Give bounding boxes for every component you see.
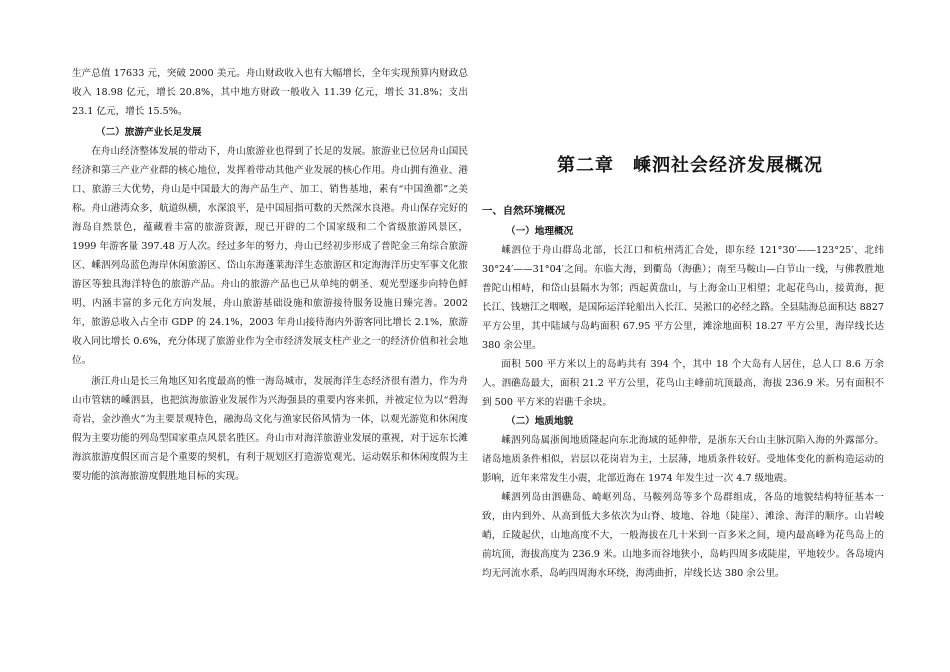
right-column [482,64,884,583]
chapter-title: 第二章 嵊泗社会经济发展概况 [557,155,823,176]
tourism-paragraph-2: 浙江舟山是长三角地区知名度最高的惟一海岛城市，发展海洋生态经济很有潜力，作为舟山市管辖的嵊泗县，也把滨海旅游业发展作为兴海强县的重要内容来抓，并被定位为以“碧海奇岩，金沙渔火”为主要景观特色，融海岛文化与渔家民俗风情为一体，以观光游览和休闲度假为主要功能的列岛型国家重点风景名胜区。舟山市对海洋旅游业发展的重视，对于远东长滩海滨旅游度假区而言是个重要的契机，有利于规划区打造游览观光、运动娱乐和休闲度假为主要功能的滨海旅游度假胜地目标的实现。 [72,376,468,482]
subsection-geology-title: （二）地质地貌 [506,416,574,427]
geology-paragraph-2: 嵊泗列岛由泗礁岛、崎岖列岛、马鞍列岛等多个岛群组成，各岛的地貌结构特征基本一致，由内到外、从高到低大多依次为山脊、坡地、谷地（陡崖）、滩涂、海洋的顺序。山岩峻峭，丘陵起伏，山地高度不大，一般海拔在几十米到一百多米之间，境内最高峰为花鸟岛上的前坑顶，海拔高度为 236.9 米。山地多而谷地狭小，岛屿四周多成陡崖，平地较少。各岛境内均无河流水系，岛屿四周海水环绕，海湾曲折，岸线长达 380 余公里。 [482,492,884,579]
section-natural-environment-title: 一、自然环境概况 [482,205,566,217]
left-column [72,64,468,486]
tourism-paragraph-1: 在舟山经济整体发展的带动下，舟山旅游业也得到了长足的发展。旅游业已位居舟山国民经济和第三产业产业群的核心地位，发挥着带动其他产业发展的核心作用。舟山拥有渔业、港口、旅游三大优势，舟山是中国最大的海产品生产、加工、销售基地，素有“中国渔都”之美称。舟山港湾众多，航道纵横，水深浪平，是中国屈指可数的天然深水良港。舟山保存完好的海岛自然景色，蕴藏着丰富的旅游资源，现已开辟的二个国家级和二个省级旅游风景区，1999 年游客量 397.48 万人次。经过多年的努力，舟山已经初步形成了普陀金三角综合旅游区、嵊泗列岛蓝色海岸休闲旅游区、岱山东海蓬莱海洋生态旅游区和定海海洋历史军事文化旅游区等独具海洋特色的旅游产品。舟山的旅游产品也已从单纯的朝圣、观光型逐步向特色鲜明、内涵丰富的多元化方向发展，舟山旅游基础设施和旅游接待服务设施日臻完善。2002 年，旅游总收入占全市 GDP 的 24.1%，2003 年舟山接待海内外游客同比增长 2.1%，旅游收入同比增长 0.6%，充分体现了旅游业作为全市经济发展支柱产业之一的经济价值和社会地位。 [72,146,468,366]
geography-paragraph-2: 面积 500 平方米以上的岛屿共有 394 个，其中 18 个大岛有人居住，总人口 8.6 万余人。泗礁岛最大，面积 21.2 平方公里，花鸟山主峰前坑顶最高，海拔 236.9 米。另有面积不到 500 平方米的岩礁千余块。 [482,359,884,408]
geography-paragraph-1: 嵊泗位于舟山群岛北部，长江口和杭州湾汇合处，即东经 121°30′——123°25′、北纬 30°24′——31°04′之间。东临大海，到衢岛（海礁）；南至马鞍山—白节山一线，与佛教胜地普陀山相峙，和岱山县隔水为邻；西起黄盘山，与上海金山卫相望；北起花鸟山，接黄海，扼长江、钱塘江之咽喉，是国际运洋轮船出入长江、吴淞口的必经之路。全县陆海总面积达 8827 平方公里，其中陆域与岛屿面积 67.95 平方公里，滩涂地面积 18.27 平方公里，海岸线长达 380 余公里。 [482,245,884,351]
subsection-tourism-title: （二）旅游产业长足发展 [96,127,202,138]
intro-paragraph: 生产总值 17633 元，突破 2000 美元。舟山财政收入也有大幅增长，全年实现预算内财政总收入 18.98 亿元，增长 20.8%，其中地方财政一般收入 11.39 亿元，增长 31.8%；支出 23.1 亿元，增长 15.5%。 [72,68,468,117]
geology-paragraph-1: 嵊泗列岛属浙闽地质隆起向东北海域的延伸带，是浙东天台山主脉沉陷入海的外露部分。诸岛地质条件相似，岩层以花岗岩为主，土层薄，地质条件较好。受地体变化的新构造运动的影响，近年来常发生小震，北部近海在 1974 年发生过一次 4.7 级地震。 [482,435,884,484]
subsection-geography-title: （一）地理概况 [506,226,574,237]
